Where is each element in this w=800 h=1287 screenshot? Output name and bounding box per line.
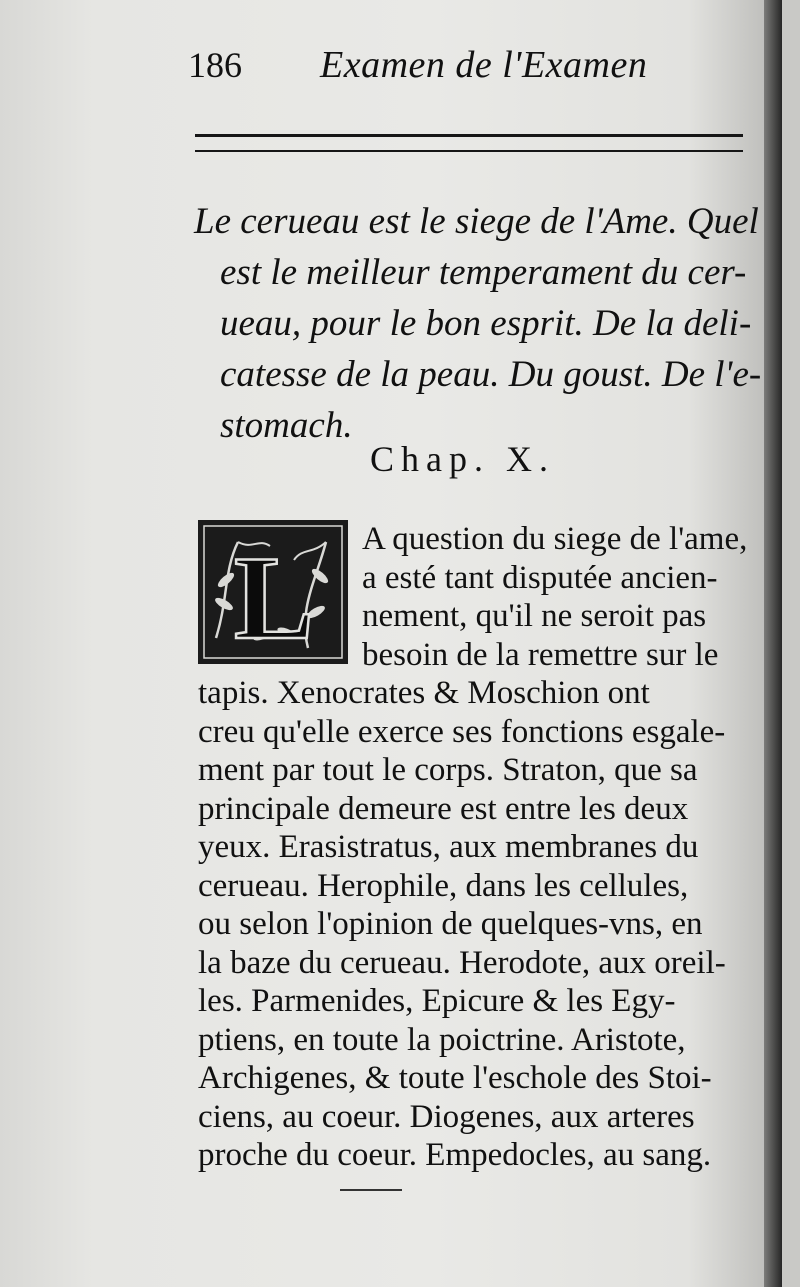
summary-line: ueau, pour le bon esprit. De la deli- [220,303,752,344]
body-line: proche du coeur. Empedocles, au sang. [198,1137,712,1173]
body-line: principale demeure est entre les deux [198,790,689,827]
body-line: cerueau. Herophile, dans les cellules, [198,867,689,904]
header-rule-bottom [195,150,743,152]
drop-cap-letter: L [234,531,315,664]
chapter-summary [194,196,760,451]
body-line: A question du siege de l'ame, [362,521,748,557]
summary-line: est le meilleur temperament du cer- [220,252,747,293]
summary-line: stomach. [220,405,353,446]
body-line: nement, qu'il ne seroit pas [362,598,707,634]
summary-line: catesse de la peau. Du goust. De l'e- [220,354,762,395]
page-number: 186 [188,45,242,85]
chapter-heading: Chap. X. [370,439,555,479]
body-line: les. Parmenides, Epicure & les Egy- [198,983,676,1019]
body-line: Archigenes, & toute l'eschole des Stoi- [198,1060,712,1096]
page-header [188,40,748,90]
running-title: Examen de l'Examen [320,44,648,86]
body-line: besoin de la remettre sur le [362,636,719,673]
body-line: ciens, au coeur. Diogenes, aux arteres [198,1098,695,1135]
body-line: ou selon l'opinion de quelques-vns, en [198,906,703,942]
body-line: a esté tant disputée ancien- [362,559,718,596]
body-text [198,520,766,1175]
summary-line: Le cerueau est le siege de l'Ame. Quel [194,201,759,242]
body-line: ptiens, en toute la poictrine. Aristote, [198,1021,686,1058]
catchword-rule [340,1189,402,1191]
body-line: ment par tout le corps. Straton, que sa [198,752,698,788]
book-gutter [764,0,782,1287]
body-line: yeux. Erasistratus, aux membranes du [198,829,699,865]
body-line: la baze du cerueau. Herodote, aux oreil- [198,944,726,981]
header-rule-top [195,134,743,137]
body-line: tapis. Xenocrates & Moschion ont [198,675,650,711]
body-line: creu qu'elle exerce ses fonctions esgale- [198,713,726,750]
